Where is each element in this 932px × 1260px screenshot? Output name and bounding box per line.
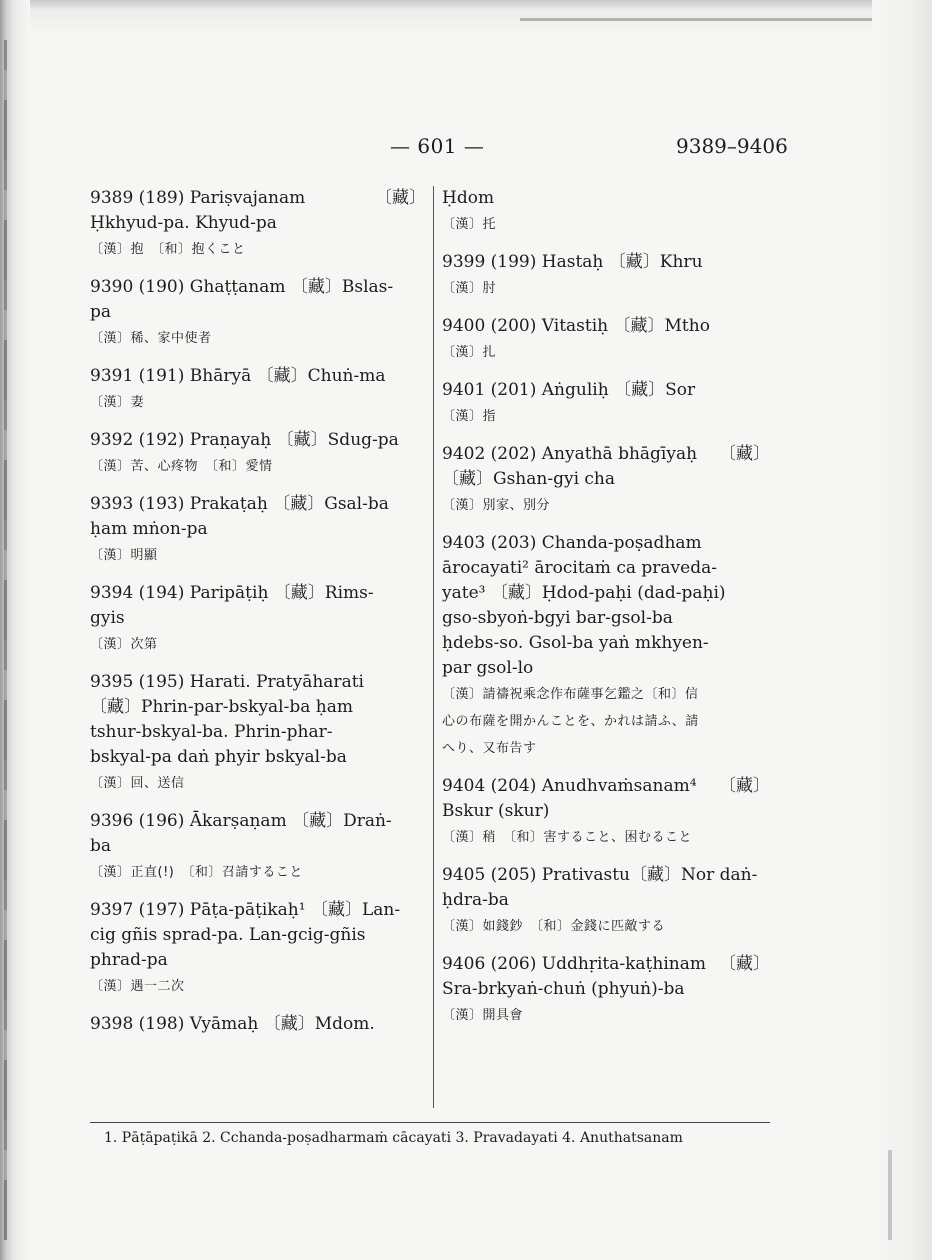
entry-line bbox=[442, 774, 770, 799]
dictionary-entry bbox=[442, 186, 770, 238]
chinese-japanese-gloss: 心の布薩を開かんことを、かれは請ふ、請 bbox=[442, 714, 699, 729]
entry-gap bbox=[442, 430, 770, 442]
chinese-japanese-gloss: 〔漢〕托 bbox=[442, 217, 497, 232]
entry-text: 9403 (203) Chanda-poṣadham bbox=[442, 533, 702, 553]
entry-line bbox=[442, 467, 770, 492]
entry-text: 9391 (191) Bhāryā 〔藏〕Chuṅ-ma bbox=[90, 366, 386, 386]
entry-text: 9406 (206) Uddhṛita-kaṭhinam bbox=[442, 954, 706, 974]
entry-line bbox=[442, 250, 770, 275]
entry-text: 9405 (205) Prativastu〔藏〕Nor daṅ- bbox=[442, 865, 758, 885]
entry-text: ba bbox=[90, 836, 112, 856]
entry-gap bbox=[442, 1029, 770, 1041]
dictionary-entry bbox=[90, 581, 426, 658]
entry-text: 9402 (202) Anyathā bhāgīyaḥ bbox=[442, 444, 698, 464]
entry-line bbox=[442, 631, 770, 656]
footnote-rule bbox=[90, 1122, 770, 1123]
dictionary-entry bbox=[90, 1012, 426, 1037]
chinese-japanese-gloss: 〔漢〕抱 〔和〕抱くこと bbox=[90, 242, 246, 257]
entry-line bbox=[442, 799, 770, 824]
chinese-japanese-gloss: 〔漢〕請禱祝乘念作布薩事乞鑑之〔和〕信 bbox=[442, 687, 699, 702]
dictionary-entry bbox=[442, 442, 770, 519]
entry-text: 〔藏〕Gshan-gyi cha bbox=[442, 469, 616, 489]
entry-text: 9393 (193) Prakaṭaḥ 〔藏〕Gsal-ba bbox=[90, 494, 389, 514]
entry-line bbox=[442, 581, 770, 606]
entry-text: bskyal-pa daṅ phyir bskyal-ba bbox=[90, 747, 347, 767]
chinese-japanese-gloss: 〔漢〕遇一二次 bbox=[90, 979, 185, 994]
entry-gap bbox=[442, 366, 770, 378]
entry-line bbox=[90, 923, 426, 948]
scan-edge-top bbox=[0, 0, 932, 36]
dictionary-entry bbox=[90, 428, 426, 480]
entry-gap bbox=[90, 797, 426, 809]
entry-line bbox=[90, 492, 426, 517]
entry-text: ḥam mṅon-pa bbox=[90, 519, 208, 539]
dictionary-entry bbox=[442, 250, 770, 302]
entry-line bbox=[90, 275, 426, 300]
entry-gap bbox=[442, 762, 770, 774]
entry-line bbox=[442, 378, 770, 403]
entry-line bbox=[90, 898, 426, 923]
chinese-japanese-gloss: 〔漢〕次第 bbox=[90, 637, 158, 652]
entry-text: gso-sbyoṅ-bgyi bar-gsol-ba bbox=[442, 608, 673, 628]
entry-line bbox=[90, 428, 426, 453]
tibetan-marker: 〔藏〕 bbox=[719, 444, 770, 464]
entry-text: 9389 (189) Pariṣvajanam bbox=[90, 188, 306, 208]
entry-text: 9397 (197) Pāṭa-pāṭikaḥ¹ 〔藏〕Lan- bbox=[90, 900, 401, 920]
entry-line bbox=[442, 977, 770, 1002]
entry-line bbox=[90, 300, 426, 325]
scan-edge-right bbox=[872, 0, 932, 1260]
entry-line bbox=[90, 695, 426, 720]
entry-text: cig gñis sprad-pa. Lan-gcig-gñis bbox=[90, 925, 366, 945]
entry-line bbox=[90, 517, 426, 542]
entry-line bbox=[90, 1012, 426, 1037]
chinese-japanese-gloss: 〔漢〕開具會 bbox=[442, 1008, 524, 1023]
entry-line bbox=[90, 670, 426, 695]
right-column bbox=[442, 186, 770, 1041]
column-divider bbox=[433, 186, 434, 1108]
entry-gap bbox=[442, 940, 770, 952]
entry-text: Ḥdom bbox=[442, 188, 495, 208]
entry-line bbox=[90, 581, 426, 606]
entry-gap bbox=[442, 302, 770, 314]
entry-line bbox=[90, 720, 426, 745]
dictionary-entry bbox=[442, 314, 770, 366]
dictionary-entry bbox=[90, 275, 426, 352]
entry-line bbox=[442, 531, 770, 556]
tibetan-marker: 〔藏〕 bbox=[375, 188, 426, 208]
entry-gap bbox=[442, 851, 770, 863]
entry-line bbox=[442, 952, 770, 977]
entry-text: yate³ 〔藏〕Ḥdod-paḥi (dad-paḥi) bbox=[442, 583, 726, 603]
entry-text: gyis bbox=[90, 608, 125, 628]
entry-text: ḥdra-ba bbox=[442, 890, 509, 910]
chinese-japanese-gloss: 〔漢〕肘 bbox=[442, 281, 497, 296]
entry-gap bbox=[442, 519, 770, 531]
entry-line bbox=[90, 834, 426, 859]
left-column bbox=[90, 186, 426, 1049]
entry-gap bbox=[90, 1000, 426, 1012]
entry-line bbox=[90, 211, 426, 236]
dictionary-entry bbox=[90, 492, 426, 569]
entry-line bbox=[90, 745, 426, 770]
dictionary-entry bbox=[90, 670, 426, 797]
entry-gap bbox=[90, 480, 426, 492]
entry-range: 9389–9406 bbox=[676, 134, 788, 158]
entry-text: tshur-bskyal-ba. Phrin-phar- bbox=[90, 722, 333, 742]
entry-gap bbox=[90, 352, 426, 364]
entry-text: pa bbox=[90, 302, 112, 322]
entry-text: 〔藏〕Phrin-par-bskyal-ba ḥam bbox=[90, 697, 353, 717]
entry-text: 9394 (194) Paripāṭiḥ 〔藏〕Rims- bbox=[90, 583, 374, 603]
dictionary-entry bbox=[442, 952, 770, 1029]
entry-text: 9404 (204) Anudhvaṁsanam⁴ bbox=[442, 776, 697, 796]
entry-text: Bskur (skur) bbox=[442, 801, 550, 821]
entry-text: 9400 (200) Vitastiḥ 〔藏〕Mtho bbox=[442, 316, 710, 336]
entry-text: phrad-pa bbox=[90, 950, 168, 970]
page-number: — 601 — bbox=[390, 134, 485, 158]
entry-text: 9390 (190) Ghaṭṭanam 〔藏〕Bslas- bbox=[90, 277, 394, 297]
entry-line bbox=[442, 186, 770, 211]
entry-gap bbox=[90, 658, 426, 670]
entry-gap bbox=[90, 569, 426, 581]
entry-text: 9401 (201) Aṅguliḥ 〔藏〕Sor bbox=[442, 380, 696, 400]
entry-line bbox=[442, 314, 770, 339]
entry-text: 9395 (195) Harati. Pratyāharati bbox=[90, 672, 364, 692]
entry-text: Ḥkhyud-pa. Khyud-pa bbox=[90, 213, 277, 233]
entry-text: 9396 (196) Ākarṣaṇam 〔藏〕Draṅ- bbox=[90, 811, 392, 831]
entry-line bbox=[90, 809, 426, 834]
dictionary-entry bbox=[442, 774, 770, 851]
entry-line bbox=[442, 888, 770, 913]
footnotes: 1. Pāṭāpaṭikā 2. Cchanda-poṣadharmaṁ cācayati 3. Pravadayati 4. Anuthatsanam bbox=[104, 1130, 683, 1146]
entry-line bbox=[442, 606, 770, 631]
chinese-japanese-gloss: 〔漢〕稀、家中使者 bbox=[90, 331, 212, 346]
chinese-japanese-gloss: へり、又布告す bbox=[442, 741, 537, 756]
entry-gap bbox=[90, 416, 426, 428]
chinese-japanese-gloss: 〔漢〕別家、別分 bbox=[442, 498, 551, 513]
entry-gap bbox=[90, 1037, 426, 1049]
entry-line bbox=[90, 606, 426, 631]
entry-line bbox=[90, 364, 426, 389]
entry-text: 9399 (199) Hastaḥ 〔藏〕Khru bbox=[442, 252, 703, 272]
chinese-japanese-gloss: 〔漢〕回、送信 bbox=[90, 776, 185, 791]
entry-gap bbox=[90, 886, 426, 898]
entry-line bbox=[442, 556, 770, 581]
dictionary-entry bbox=[442, 531, 770, 762]
entry-text: Sra-brkyaṅ-chuṅ (phyuṅ)-ba bbox=[442, 979, 685, 999]
chinese-japanese-gloss: 〔漢〕扎 bbox=[442, 345, 497, 360]
entry-line bbox=[442, 863, 770, 888]
scan-binding-edge bbox=[0, 0, 30, 1260]
entry-text: ḥdebs-so. Gsol-ba yaṅ mkhyen- bbox=[442, 633, 709, 653]
dictionary-entry bbox=[90, 364, 426, 416]
dictionary-entry bbox=[442, 378, 770, 430]
entry-line bbox=[442, 442, 770, 467]
entry-text: ārocayati² ārocitaṁ ca praveda- bbox=[442, 558, 717, 578]
chinese-japanese-gloss: 〔漢〕指 bbox=[442, 409, 497, 424]
dictionary-entry bbox=[90, 809, 426, 886]
chinese-japanese-gloss: 〔漢〕妻 bbox=[90, 395, 145, 410]
entry-line bbox=[90, 948, 426, 973]
chinese-japanese-gloss: 〔漢〕稍 〔和〕害すること、困むること bbox=[442, 830, 693, 845]
dictionary-entry bbox=[90, 898, 426, 1000]
entry-text: 9398 (198) Vyāmaḥ 〔藏〕Mdom. bbox=[90, 1014, 375, 1034]
chinese-japanese-gloss: 〔漢〕苦、心疼物 〔和〕愛情 bbox=[90, 459, 273, 474]
tibetan-marker: 〔藏〕 bbox=[719, 954, 770, 974]
chinese-japanese-gloss: 〔漢〕明顯 bbox=[90, 548, 158, 563]
entry-text: par gsol-lo bbox=[442, 658, 534, 678]
entry-text: 9392 (192) Praṇayaḥ 〔藏〕Sdug-pa bbox=[90, 430, 399, 450]
entry-gap bbox=[90, 263, 426, 275]
chinese-japanese-gloss: 〔漢〕如錢鈔 〔和〕金錢に匹敵する bbox=[442, 919, 666, 934]
chinese-japanese-gloss: 〔漢〕正直(!) 〔和〕召請すること bbox=[90, 865, 303, 880]
tibetan-marker: 〔藏〕 bbox=[719, 776, 770, 796]
dictionary-entry bbox=[442, 863, 770, 940]
entry-line bbox=[442, 656, 770, 681]
dictionary-entry bbox=[90, 186, 426, 263]
entry-line bbox=[90, 186, 426, 211]
entry-gap bbox=[442, 238, 770, 250]
